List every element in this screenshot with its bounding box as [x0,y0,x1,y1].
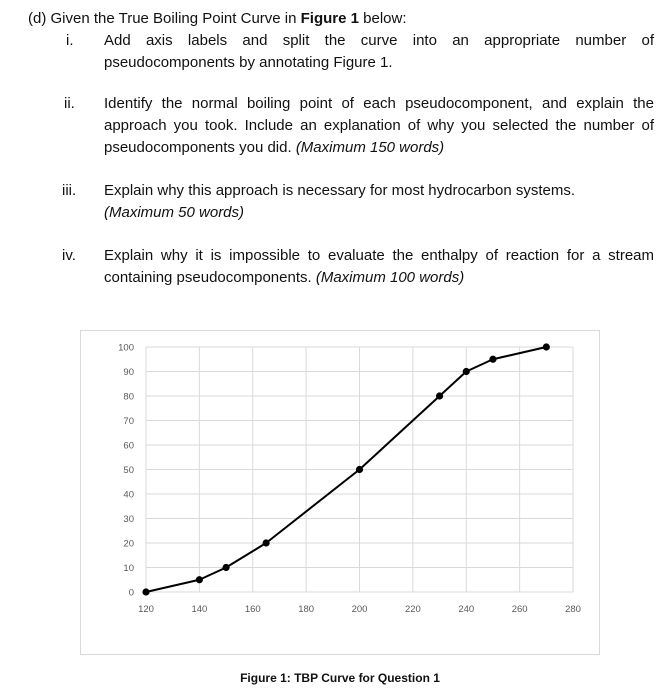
x-tick-label: 260 [511,604,528,615]
item-text [104,93,654,159]
item-number: ii. [64,95,75,112]
item-word-limit: (Maximum 50 words) [104,204,245,221]
item-number: iii. [62,182,77,199]
x-tick-label: 120 [138,604,154,615]
figure-caption [0,671,670,685]
y-tick-label: 0 [128,587,134,599]
y-tick-label: 20 [123,538,134,550]
item-number: iv. [62,247,76,264]
item-body: Explain why this approach is necessary for most hydrocarbon systems. [104,182,576,199]
item-text [104,180,654,224]
question-item-iv [28,245,654,289]
item-body: Add axis labels and split the curve into an appropriate number of pseudocomponents by annotating Figure 1. [104,32,654,71]
item-word-limit: (Maximum 100 words) [315,269,465,286]
tbp-data-point [436,392,443,399]
x-tick-label: 280 [565,604,581,615]
question-item-iii [28,180,654,224]
y-tick-label: 50 [123,465,134,476]
x-tick-label: 200 [351,604,368,615]
x-tick-label: 160 [244,604,261,615]
tbp-data-point [543,343,550,350]
item-word-limit: (Maximum 150 words) [295,139,445,156]
heading-prefix: (d) Given the True Boiling Point Curve in [28,10,301,27]
y-tick-label: 100 [118,342,134,354]
x-tick-label: 220 [404,604,421,615]
tbp-curve-chart [80,330,600,655]
y-tick-label: 60 [123,440,134,452]
item-text [104,245,654,289]
y-tick-label: 40 [123,489,134,501]
y-tick-label: 10 [123,563,134,574]
tbp-data-point [463,368,470,375]
tbp-data-point [222,564,229,571]
tbp-data-point [489,356,496,363]
y-tick-label: 80 [123,391,134,403]
heading-suffix: below: [359,10,407,27]
item-text [104,30,654,74]
x-tick-label: 180 [298,604,315,615]
item-body: Explain why it is impossible to evaluate the enthalpy of reaction for a stream containing pseudocomponents. [104,247,654,286]
item-number: i. [66,32,74,49]
figure-caption-text: Figure 1: TBP Curve for Question 1 [240,671,440,685]
question-item-i [28,30,654,74]
y-tick-label: 90 [123,367,134,378]
question-item-ii [28,93,654,159]
tbp-data-point [262,539,269,546]
heading-figure-ref: Figure 1 [300,10,359,27]
x-tick-label: 140 [191,604,208,615]
y-tick-label: 30 [123,514,134,525]
tbp-data-point [196,576,203,583]
item-body: Identify the normal boiling point of each pseudocomponent, and explain the approach you took. Include an explanation of why you selected the number of pseudocomponents you did. [104,95,654,156]
question-heading [28,8,407,29]
x-tick-label: 240 [458,604,475,615]
y-tick-label: 70 [123,416,134,427]
tbp-data-point [356,466,363,473]
tbp-data-point [142,588,149,595]
